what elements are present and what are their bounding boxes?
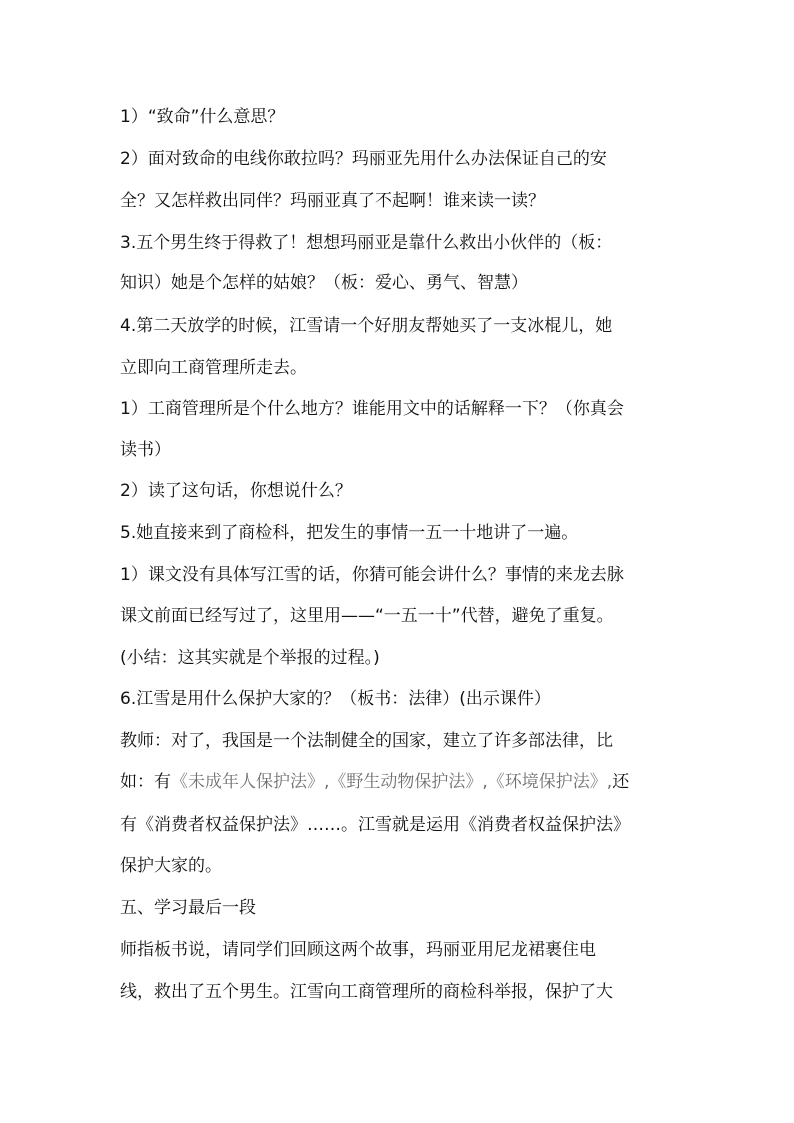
law-titles: 《未成年人保护法》,《野生动物保护法》,《环境保护法》, xyxy=(171,772,613,792)
text-line-15: 6.江雪是用什么保护大家的？（板书：法律）(出示课件） xyxy=(120,689,551,709)
text-line-2: 2）面对致命的电线你敢拉吗？玛丽亚先用什么办法保证自己的安 xyxy=(120,149,607,169)
text-line-12: 1）课文没有具体写江雪的话，你猜可能会讲什么？事情的来龙去脉 xyxy=(120,565,624,585)
text-line-5: 知识）她是个怎样的姑娘？（板：爱心、勇气、智慧） xyxy=(120,273,528,293)
text-line-17-prefix: 如：有 xyxy=(120,772,171,792)
text-line-1: 1）“致命”什么意思？ xyxy=(120,107,285,127)
text-line-18: 有《消费者权益保护法》……。江雪就是运用《消费者权益保护法》 xyxy=(120,815,630,835)
text-line-7: 立即向工商管理所走去。 xyxy=(120,358,307,378)
text-line-8: 1）工商管理所是个什么地方？谁能用文中的话解释一下？（你真会 xyxy=(120,399,624,419)
text-line-6: 4.第二天放学的时候，江雪请一个好朋友帮她买了一支冰棍儿，她 xyxy=(120,316,613,336)
text-line-3: 全？又怎样救出同伴？玛丽亚真了不起啊！谁来读一读？ xyxy=(120,191,545,211)
text-line-17-suffix: 还 xyxy=(612,772,630,792)
text-line-9: 读书） xyxy=(120,440,171,460)
text-line-14: (小结：这其实就是个举报的过程。) xyxy=(120,648,380,668)
text-line-10: 2）读了这句话，你想说什么？ xyxy=(120,481,352,501)
text-line-19: 保护大家的。 xyxy=(120,856,222,876)
text-line-16: 教师：对了，我国是一个法制健全的国家，建立了许多部法律，比 xyxy=(120,731,613,751)
text-line-22: 线，救出了五个男生。江雪向工商管理所的商检科举报，保护了大 xyxy=(120,982,613,1002)
text-line-21: 师指板书说，请同学们回顾这两个故事，玛丽亚用尼龙裙裹住电 xyxy=(120,940,596,960)
text-line-4: 3.五个男生终于得救了！想想玛丽亚是靠什么救出小伙伴的（板： xyxy=(120,233,613,253)
text-line-13: 课文前面已经写过了，这里用——“一五一十”代替，避免了重复。 xyxy=(120,606,614,626)
section-heading: 五、学习最后一段 xyxy=(120,898,256,918)
text-line-17 xyxy=(120,765,680,799)
text-line-11: 5.她直接来到了商检科，把发生的事情一五一十地讲了一遍。 xyxy=(120,523,579,543)
